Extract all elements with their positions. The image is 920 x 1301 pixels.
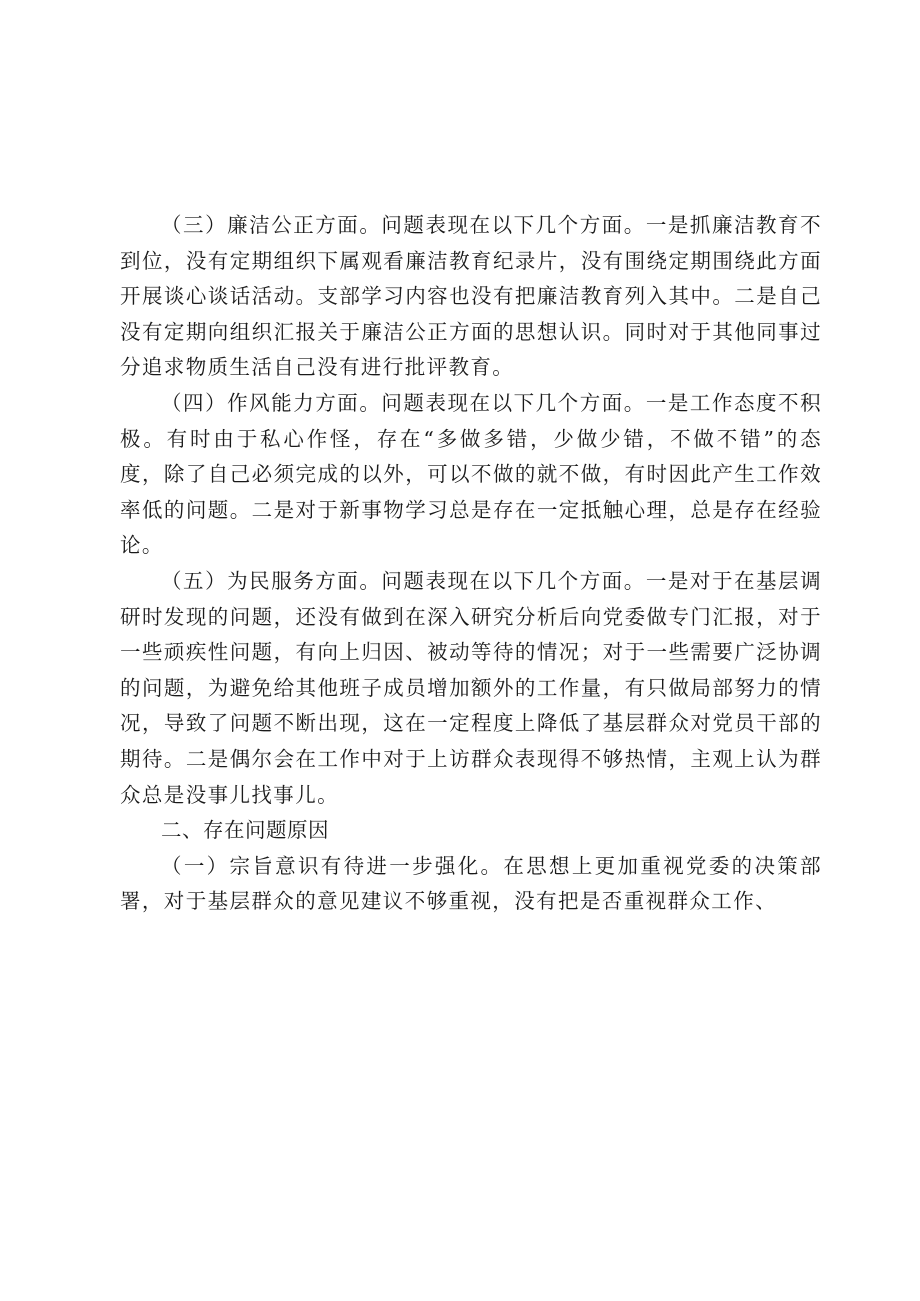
paragraph-purpose-awareness: （一）宗旨意识有待进一步强化。在思想上更加重视党委的决策部署，对于基层群众的意见建议不够重视，没有把是否重视群众工作、 [120, 853, 822, 914]
document-body [120, 208, 822, 920]
paragraph-public-service: （五）为民服务方面。问题表现在以下几个方面。一是对于在基层调研时发现的问题，还没有做到在深入研究分析后向党委做专门汇报，对于一些顽疾性问题，有向上归因、被动等待的情况；对于一些需要广泛协调的问题，为避免给其他班子成员增加额外的工作量，有只做局部努力的情况，导致了问题不断出现，这在一定程度上降低了基层群众对党员干部的期待。二是偶尔会在工作中对于上访群众表现得不够热情，主观上认为群众总是没事儿找事儿。 [120, 568, 822, 807]
paragraph-work-style: （四）作风能力方面。问题表现在以下几个方面。一是工作态度不积极。有时由于私心作怪，存在“多做多错，少做少错，不做不错”的态度，除了自己必须完成的以外，可以不做的就不做，有时因此产生工作效率低的问题。二是对于新事物学习总是存在一定抵触心理，总是存在经验论。 [120, 390, 822, 558]
paragraph-integrity: （三）廉洁公正方面。问题表现在以下几个方面。一是抓廉洁教育不到位，没有定期组织下属观看廉洁教育纪录片，没有围绕定期围绕此方面开展谈心谈话活动。支部学习内容也没有把廉洁教育列入其中。二是自己没有定期向组织汇报关于廉洁公正方面的思想认识。同时对于其他同事过分追求物质生活自己没有进行批评教育。 [120, 213, 822, 380]
section-heading: 二、存在问题原因 [161, 818, 329, 843]
